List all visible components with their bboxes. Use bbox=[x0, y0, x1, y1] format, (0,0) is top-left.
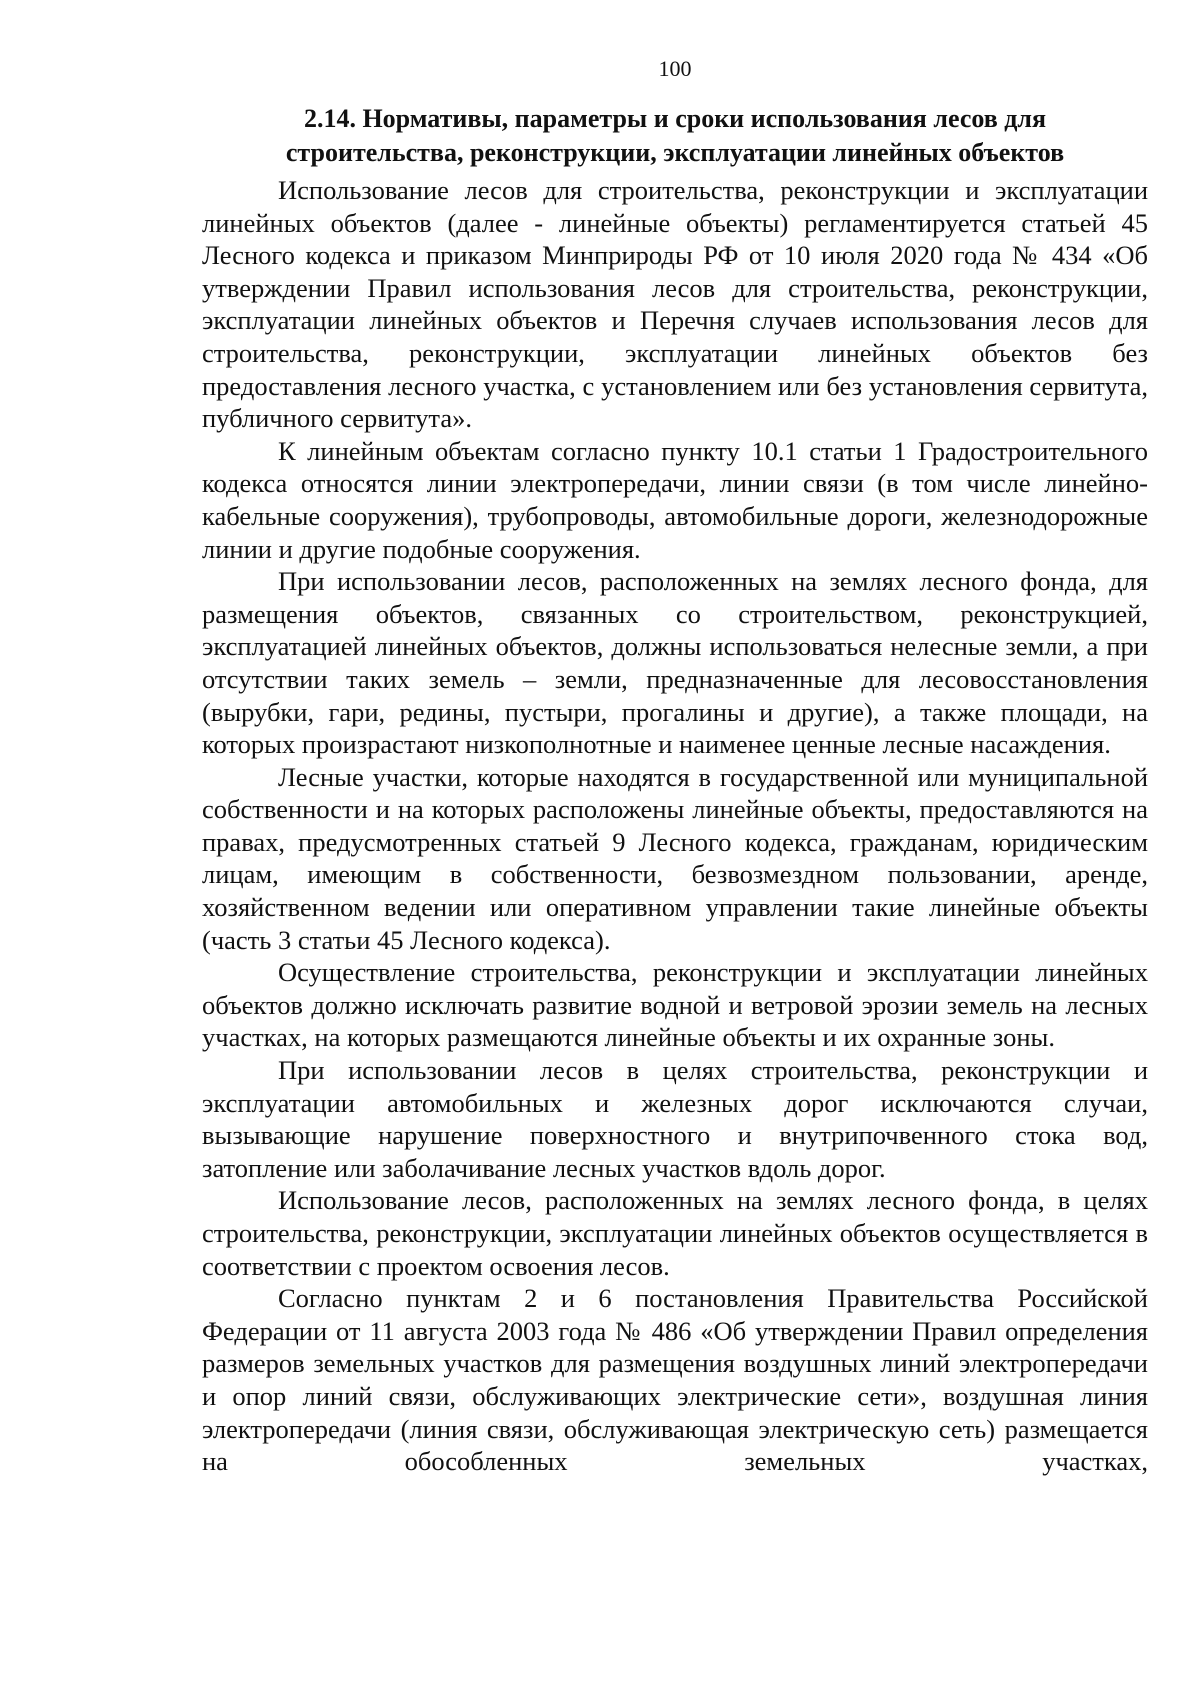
paragraph-1: Использование лесов для строительства, реконструкции и эксплуатации линейных объектов (далее - линейные объекты) регламентируется статьей 45 Лесного кодекса и приказом Минприроды РФ от 10 июля 2020 года № 434 «Об утверждении Правил использования лесов для строительства, реконструкции, эксплуатации линейных объектов и Перечня случаев использования лесов для строительства, реконструкции, эксплуатации линейных объектов без предоставления лесного участка, с установлением или без установления сервитута, публичного сервитута». bbox=[202, 175, 1148, 434]
section-title-line-2: строительства, реконструкции, эксплуатации линейных объектов bbox=[285, 138, 1065, 167]
paragraph-6: При использовании лесов в целях строительства, реконструкции и эксплуатации автомобильных и железных дорог исключаются случаи, вызывающие нарушение поверхностного и внутрипочвенного стока вод, затопление или заболачивание лесных участков вдоль дорог. bbox=[202, 1055, 1148, 1183]
paragraph-3: При использовании лесов, расположенных на землях лесного фонда, для размещения объектов, связанных со строительством, реконструкцией, эксплуатацией линейных объектов, должны использоваться нелесные земли, а при отсутствии таких земель – земли, предназначенные для лесовосстановления (вырубки, гари, редины, пустыри, прогалины и другие), а также площади, на которых произрастают низкополнотные и наименее ценные лесные насаждения. bbox=[202, 566, 1148, 760]
section-title bbox=[202, 102, 1148, 170]
paragraph-5: Осуществление строительства, реконструкции и эксплуатации линейных объектов должно исключать развитие водной и ветровой эрозии земель на лесных участках, на которых размещаются линейные объекты и их охранные зоны. bbox=[202, 957, 1148, 1053]
section-title-line-1: 2.14. Нормативы, параметры и сроки использования лесов для bbox=[303, 104, 1047, 133]
paragraph-2: К линейным объектам согласно пункту 10.1 статьи 1 Градостроительного кодекса относятся линии электропередачи, линии связи (в том числе линейно-кабельные сооружения), трубопроводы, автомобильные дороги, железнодорожные линии и другие подобные сооружения. bbox=[202, 435, 1148, 564]
paragraph-8: Согласно пунктам 2 и 6 постановления Правительства Российской Федерации от 11 августа 2003 года № 486 «Об утверждении Правил определения размеров земельных участков для размещения воздушных линий электропередачи и опор линий связи, обслуживающих электрические сети», воздушная линия электропередачи (линия связи, обслуживающая электрическую сеть) размещается на обособленных земельных участках, bbox=[202, 1283, 1148, 1477]
body-text bbox=[202, 174, 1148, 1478]
page-number: 100 bbox=[658, 56, 692, 81]
paragraph-4: Лесные участки, которые находятся в государственной или муниципальной собственности и на которых расположены линейные объекты, предоставляются на правах, предусмотренных статьей 9 Лесного кодекса, гражданам, юридическим лицам, имеющим в собственности, безвозмездном пользовании, аренде, хозяйственном ведении или оперативном управлении такие линейные объекты (часть 3 статьи 45 Лесного кодекса). bbox=[202, 761, 1148, 955]
paragraph-7: Использование лесов, расположенных на землях лесного фонда, в целях строительства, реконструкции, эксплуатации линейных объектов осуществляется в соответствии с проектом освоения лесов. bbox=[202, 1185, 1148, 1281]
